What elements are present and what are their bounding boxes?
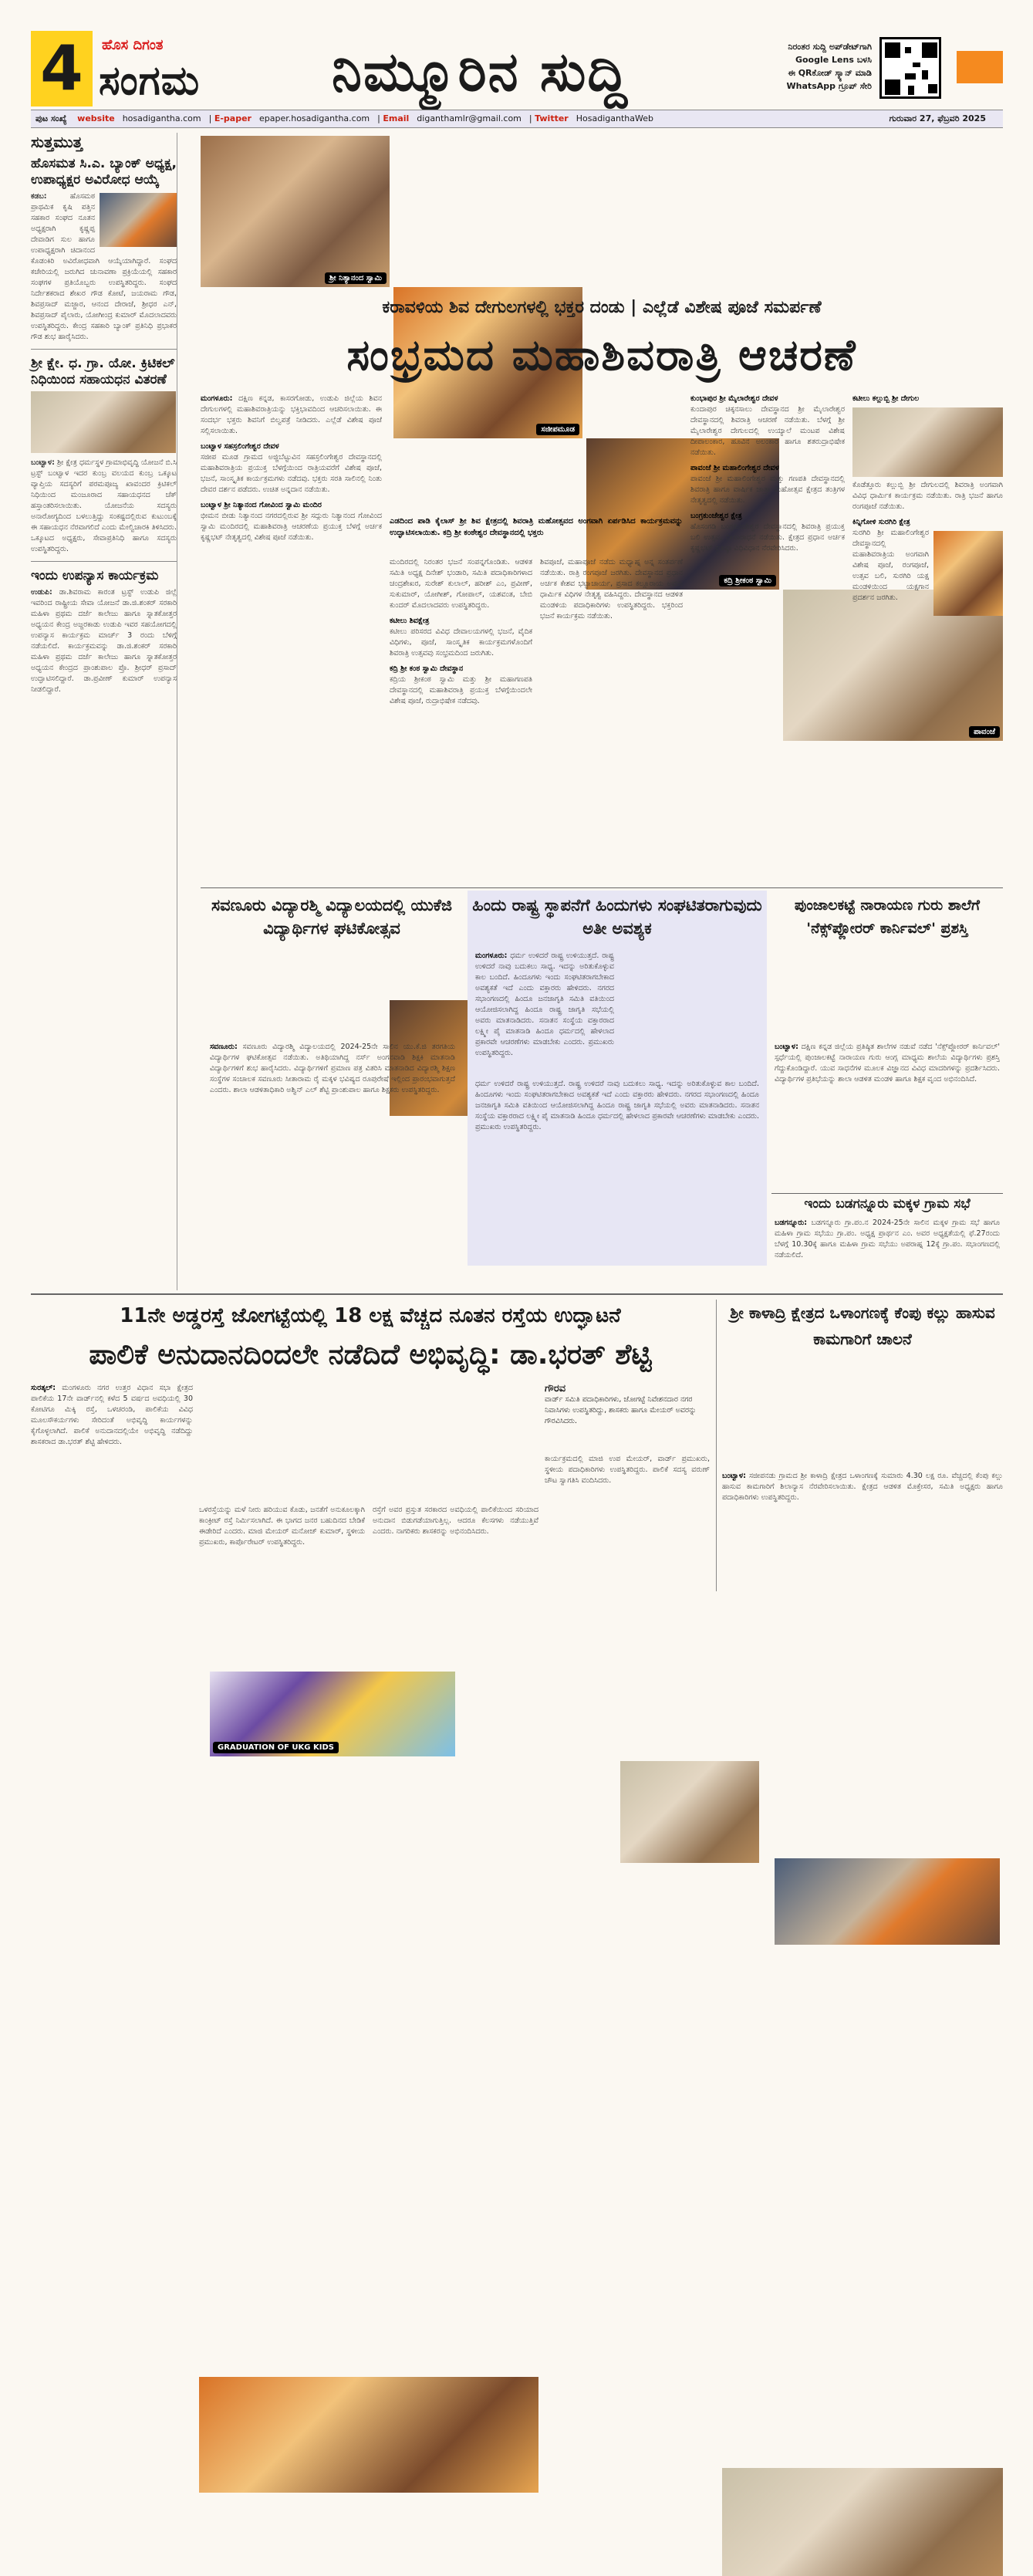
email-label: Email: [383, 113, 410, 123]
subhead: ಕುಂಭಾಪುರ ಶ್ರೀ ಮೈಲಾರೇಶ್ವರ ದೇವಳ: [690, 394, 778, 403]
left-column: [31, 133, 177, 1290]
divider: [201, 887, 1003, 888]
photo-caption: ಪಾವಂಜೆ: [969, 726, 1000, 738]
speaker-photo: [620, 1761, 759, 1863]
qr-note-line: ಈ QRಕೋಡ್ ಸ್ಕ್ಯಾನ್ ಮಾಡಿ: [788, 68, 872, 78]
story-text: ಮಂದಿರದಲ್ಲಿ ನಿರಂತರ ಭಜನೆ ಸಂಪನ್ನಗೊಂಡಿತು. ಆಡಳಿತ ಸಮಿತಿ ಅಧ್ಯಕ್ಷ ದಿನೇಶ್ ಭಂಡಾರಿ, ಸಮಿತಿ ಪದಾಧಿಕಾರಿಗಳಾದ ಚಂದ್ರಶೇಖರ, ಸುರೇಶ್ ಕುಲಾಲ್, ಹರೀಶ್ ಎಂ, ಪ್ರವೀಣ್, ಸುಕುಮಾರ್, ಯೋಗೀಶ್, ಗೋಪಾಲ್, ಯಶವಂತ, ಬೇಬಿ ಕುಂದರ್ ಮೊದಲಾದವರು ಉಪಸ್ಥಿತರಿದ್ದರು.: [390, 558, 532, 610]
story-text: ಸಜೀಪ ಮೂಡ ಗ್ರಾಮದ ಅಜ್ಜಿಬೆಟ್ಟುವಿನ ಸಹಸ್ರಲಿಂಗೇಶ್ವರ ದೇವಸ್ಥಾನದಲ್ಲಿ ಮಹಾಶಿವರಾತ್ರಿಯ ಪ್ರಯುಕ್ತ ಬೆಳಗ್ಗೆಯಿಂದ ರಾತ್ರಿಯವರೆಗೆ ವಿಶೇಷ ಪೂಜೆ, ಭಜನೆ, ಸಾಂಸ್ಕೃತಿಕ ಕಾರ್ಯಕ್ರಮಗಳು ನಡೆದವು. ಭಕ್ತರು ಸರತಿ ಸಾಲಿನಲ್ಲಿ ನಿಂತು ದೇವರ ದರ್ಶನ ಪಡೆದರು. ಉಚಿತ ಅನ್ನದಾನ ನಡೆಯಿತು.: [201, 453, 382, 494]
issue-date: ಗುರುವಾರ 27, ಫೆಬ್ರವರಿ 2025: [889, 113, 986, 123]
epaper-link[interactable]: epaper.hosadigantha.com: [258, 113, 370, 123]
subhead: ಪಾವಂಜೆ ಶ್ರೀ ಮಹಾಲಿಂಗೇಶ್ವರ ದೇವಳ: [690, 464, 779, 472]
graduation-photo: [210, 1672, 455, 1756]
gourava-head: ಗೌರವ: [545, 1383, 566, 1394]
gourava-text: ವಾರ್ಡ್ ಸಮಿತಿ ಪದಾಧಿಕಾರಿಗಳು, ಜೋಗಟ್ಟೆ ನಿವೇಶನದಾರ ನಗರ ನಿವಾಸಿಗಳು ಉಪಸ್ಥಿತರಿದ್ದು, ಶಾಸಕರು ಹಾಗೂ ಮೇಯರ್ ಅವರನ್ನು ಗೌರವಿಸಿದರು.: [545, 1395, 697, 1425]
story-text: ಶ್ರೀ ಕ್ಷೇತ್ರ ಧರ್ಮಸ್ಥಳ ಗ್ರಾಮಾಭಿವೃದ್ಧಿ ಯೋಜನೆ ಬಿ.ಸಿ ಟ್ರಸ್ಟ್ ಬಂಟ್ವಾಳ ಇದರ ಕುಂಬ್ರ ವಲಯದ ಕುಂಬ್ರ ಒಕ್ಕೂಟ ವ್ಯಾಪ್ತಿಯ ಸದಸ್ಯರಿಗೆ ಪರಮಪೂಜ್ಯ ಖಾವಂದರ ಕ್ರಿಟಿಕಲ್ ನಿಧಿಯಿಂದ ಮಂಜೂರಾದ ಸಹಾಯಧನದ ಚೆಕ್ ಹಸ್ತಾಂತರಿಸಲಾಯಿತು. ಯೋಜನೆಯ ಸದಸ್ಯರು ಅನಾರೋಗ್ಯದಿಂದ ಬಳಲುತ್ತಿದ್ದು ಸಂಕಷ್ಟದಲ್ಲಿರುವ ಕುಟುಂಬಕ್ಕೆ ಈ ಸಹಾಯಧನ ನೆರವಾಗಲಿದೆ ಎಂದು ಮೇಲ್ವಿಚಾರಕಿ ತಿಳಿಸಿದರು. ಒಕ್ಕೂಟದ ಅಧ್ಯಕ್ಷರು, ಸೇವಾಪ್ರತಿನಿಧಿ ಹಾಗೂ ಸದಸ್ಯರು ಉಪಸ್ಥಿತರಿದ್ದರು.: [31, 458, 177, 553]
story-text: ಶಿವಪೂಜೆ, ಮಹಾಪೂಜೆ ನಡೆದು ಮಧ್ಯಾಹ್ನ ಅನ್ನ ಸಂತರ್ಪಣೆ ನಡೆಯಿತು. ರಾತ್ರಿ ರಂಗಪೂಜೆ ಜರಗಿತು. ದೇವಸ್ಥಾನದ ಪ್ರಧಾನ ಅರ್ಚಕ ಕೇಶವ ಭಟ್ಟಾಚಾರ್ಯ, ಪ್ರಸಾದ ಕಲ್ಲೂರಾಯ ಅವರು ಧಾರ್ಮಿಕ ವಿಧಿಗಳ ನೇತೃತ್ವ ವಹಿಸಿದ್ದರು. ದೇವಸ್ಥಾನದ ಆಡಳಿತ ಮಂಡಳಿಯ ಪದಾಧಿಕಾರಿಗಳು ಉಪಸ್ಥಿತರಿದ್ದರು. ಭಕ್ತರಿಂದ ಭಜನೆ ಕಾರ್ಯಕ್ರಮ ನಡೆಯಿತು.: [540, 558, 683, 620]
story-headline[interactable]: ಶ್ರೀ ಕ್ಷೇ. ಧ. ಗ್ರಾ. ಯೋ. ಕ್ರಿಟಿಕಲ್ ನಿಧಿಯಿಂದ ಸಹಾಯಧನ ವಿತರಣೆ: [31, 356, 175, 387]
dateline: ಮಂಗಳೂರು:: [201, 394, 233, 403]
story-text: ಸಜೀಪನಡು ಗ್ರಾಮದ ಶ್ರೀ ಕಾಳಾದ್ರಿ ಕ್ಷೇತ್ರದ ಒಳಾಂಗಣಕ್ಕೆ ಸುಮಾರು 4.30 ಲಕ್ಷ ರೂ. ವೆಚ್ಚದಲ್ಲಿ ಕೆಂಪು ಕಲ್ಲು ಹಾಸುವ ಕಾಮಗಾರಿಗೆ ಶಿಲಾನ್ಯಾಸ ನೆರವೇರಿಸಲಾಯಿತು. ಕ್ಷೇತ್ರದ ಆಡಳಿತ ಮೊಕ್ತೇಸರ, ಸಮಿತಿ ಅಧ್ಯಕ್ಷರು ಹಾಗೂ ಪದಾಧಿಕಾರಿಗಳು ಉಪಸ್ಥಿತರಿದ್ದರು.: [722, 1472, 1003, 1502]
story-text: ಕಾರ್ಯಕ್ರಮದಲ್ಲಿ ಮಾಜಿ ಉಪ ಮೇಯರ್, ವಾರ್ಡ್ ಪ್ರಮುಖರು, ಸ್ಥಳೀಯ ಪದಾಧಿಕಾರಿಗಳು ಉಪಸ್ಥಿತರಿದ್ದರು. ಪಾಲಿಕೆ ಸದಸ್ಯ ವರುಣ್ ಚೌಟ ಸ್ವಾಗತಿಸಿ ವಂದಿಸಿದರು.: [545, 1455, 710, 1485]
bottom-kicker: 11ನೇ ಅಡ್ಡರಸ್ತೆ ಜೋಗಟ್ಟೆಯಲ್ಲಿ 18 ಲಕ್ಷ ವೆಚ್ಚದ ನೂತನ ರಸ್ತೆಯ ಉದ್ಘಾಟನೆ: [120, 1304, 621, 1327]
dateline: ಕಡಬ:: [31, 192, 47, 201]
subhead: ಕಟೀಲು ಕಲ್ಲುಬ್ಬಿ ಶ್ರೀ ದೇಗುಲ: [852, 394, 920, 403]
story-text: ಕುಂದಾಪುರ ಚಿಕ್ಕನಸಾಲು ದೇವಸ್ಥಾನದ ಶ್ರೀ ಮೈಲಾರೇಶ್ವರ ದೇವಸ್ಥಾನದಲ್ಲಿ ಶಿವರಾತ್ರಿ ಆಚರಣೆ ನಡೆಯಿತು. ಬೆಳಗ್ಗೆ ಶ್ರೀ ಮೈಲಾರೇಶ್ವರ ದೇಗುಲದಲ್ಲಿ ಉಯ್ಯಾಲೆ ಮಂಟಪ ವಿಶೇಷ ದೀಪಾಲಂಕಾರ, ಹೂವಿನ ಅಲಂಕಾರ ಹಾಗೂ ಶತರುದ್ರಾಭಿಷೇಕ ನಡೆಯಿತು.: [690, 405, 845, 457]
dateline: ಉಡುಪಿ:: [31, 588, 52, 597]
photo-caption: ಶ್ರೀ ನಿತ್ಯಾನಂದ ಸ್ವಾಮಿ: [325, 272, 387, 284]
deity-photo: [933, 531, 1003, 616]
brand-name: ಸಂಗಮ: [99, 58, 201, 104]
dateline: ಬಂಟ್ವಾಳ:: [775, 1043, 798, 1051]
divider: [716, 1300, 717, 1591]
photo-caption: ಕದ್ರಿ ಶ್ರೀಕಂಠ ಸ್ವಾಮಿ: [719, 575, 776, 587]
story-text: ದಕ್ಷಿಣ ಕನ್ನಡ ಜಿಲ್ಲೆಯ ಪ್ರತಿಷ್ಠಿತ ಶಾಲೆಗಳ ನಡುವೆ ನಡೆದ 'ನೆಕ್ಸ್‌ಪ್ಲೋರರ್ ಕಾರ್ನಿವಲ್' ಸ್ಪರ್ಧೆಯಲ್ಲಿ ಪುಂಜಾಲಕಟ್ಟೆ ನಾರಾಯಣ ಗುರು ಆಂಗ್ಲ ಮಾಧ್ಯಮ ಶಾಲೆಯ ವಿದ್ಯಾರ್ಥಿಗಳು ಪ್ರಶಸ್ತಿ ಗೆದ್ದುಕೊಂಡಿದ್ದಾರೆ. ಯುವ ಸಾಧನೆಗಳ ಮೂಲಕ ವಿಜ್ಞಾನದ ವಿವಿಧ ಮಾದರಿಗಳನ್ನು ಪ್ರದರ್ಶಿಸಿದರು. ವಿದ್ಯಾರ್ಥಿಗಳ ಪ್ರತಿಭೆಯನ್ನು ಶಾಲಾ ಆಡಳಿತ ಮಂಡಳಿ ಹಾಗೂ ಶಿಕ್ಷಕ ವೃಂದ ಅಭಿನಂದಿಸಿದೆ.: [775, 1043, 1000, 1083]
subhead: ಕಿನ್ನಿಗೋಳಿ ಸುರಗಿರಿ ಕ್ಷೇತ್ರ: [852, 518, 910, 526]
story-headline[interactable]: ಸವಣೂರು ವಿದ್ಯಾರಶ್ಮಿ ವಿದ್ಯಾಲಯದಲ್ಲಿ ಯುಕೆಜಿ ವಿದ್ಯಾರ್ಥಿಗಳ ಘಟಿಕೋತ್ಸವ: [211, 896, 453, 938]
email-link[interactable]: diganthamlr@gmail.com: [417, 113, 522, 123]
story-headline[interactable]: ಹೊಸಮತ ಸಿ.ಎ. ಬ್ಯಾಂಕ್ ಅಧ್ಯಕ್ಷ, ಉಪಾಧ್ಯಕ್ಷರ ಅವಿರೋಧ ಆಯ್ಕೆ: [31, 156, 177, 188]
road-inauguration-photo: [199, 2377, 538, 2493]
divider: [31, 349, 177, 350]
story-body: [210, 1042, 455, 1266]
qr-code-icon[interactable]: [879, 37, 941, 99]
subhead: ಬಂಟ್ವಾಳ ಸಹಸ್ರಲಿಂಗೇಶ್ವರ ದೇವಳ: [201, 442, 279, 451]
twitter-link[interactable]: HosadiganthaWeb: [576, 113, 653, 123]
page-title: ನಿಮ್ಮೂರಿನ ಸುದ್ದಿ: [332, 39, 629, 103]
epaper-label: E-paper: [214, 113, 251, 123]
subhead: ಬಂಗ್ರಕುಂಜೇಶ್ವರ ಕ್ಷೇತ್ರ: [690, 512, 742, 520]
info-strip: ಪುಟ ಸಂಖ್ಯೆ website hosadigantha.com | E-paper epaper.hosadigantha.com | Email diganthamlr@gmail.com | Twitter HosadiganthaWeb ಗುರುವಾರ 27, ಫೆಬ್ರವರಿ 2025: [31, 110, 1003, 128]
story-photo: [100, 193, 177, 247]
website-label: website: [77, 113, 115, 123]
lead-col-3: [540, 557, 683, 881]
story-text: ಧರ್ಮ ಉಳಿದರೆ ರಾಷ್ಟ್ರ ಉಳಿಯುತ್ತದೆ. ರಾಷ್ಟ್ರ ಉಳಿದರೆ ನಾವು ಬದುಕಲು ಸಾಧ್ಯ. ಇದನ್ನು ಅರಿತುಕೊಳ್ಳುವ ಕಾಲ ಬಂದಿದೆ. ಹಿಂದೂಗಳು ಇಂದು ಸಂಘಟಿತರಾಗಬೇಕಾದ ಅವಶ್ಯಕತೆ ಇದೆ ಎಂದು ವಕ್ತಾರರು ಹೇಳಿದರು. ನಗರದ ಸಭಾಂಗಣದಲ್ಲಿ ಹಿಂದೂ ಜನಜಾಗೃತಿ ಸಮಿತಿ ವತಿಯಿಂದ ಆಯೋಜಿಸಲಾಗಿದ್ದ ಹಿಂದೂ ರಾಷ್ಟ್ರ ಜಾಗೃತಿ ಸಭೆಯಲ್ಲಿ ಅವರು ಮಾತನಾಡಿದರು. ಸನಾತನ ಸಂಸ್ಥೆಯ ವಕ್ತಾರರಾದ ಲಕ್ಷ್ಮೀ ಪೈ ಮಾತನಾಡಿ ಹಿಂದೂ ಧರ್ಮದಲ್ಲಿ ಹೇಳಲಾದ ಪ್ರಕಾರವೇ ಆಚರಣೆಗಳು ಮಾಡಬೇಕು ಎಂದರು. ಪ್ರಮುಖರು ಉಪಸ್ಥಿತರಿದ್ದರು.: [475, 1080, 759, 1131]
bottom-headline[interactable]: ಪಾಲಿಕೆ ಅನುದಾನದಿಂದಲೇ ನಡೆದಿದೆ ಅಭಿವೃದ್ಧಿ: ಡಾ.ಭರತ್ ಶೆಟ್ಟಿ: [89, 1339, 652, 1371]
temple-work-photo: [722, 2468, 1003, 2576]
story-body: [775, 1042, 1000, 1188]
lead-col-1: [201, 394, 382, 880]
website-link[interactable]: hosadigantha.com: [122, 113, 201, 123]
story-headline[interactable]: ಇಂದು ಬಡಗನ್ನೂರು ಮಕ್ಕಳ ಗ್ರಾಮ ಸಭೆ: [804, 1196, 971, 1212]
story-text: ಭೀಮನ ಬೀಡು ನಿತ್ಯಾನಂದ ನಗರದಲ್ಲಿರುವ ಶ್ರೀ ಸದ್ಗುರು ನಿತ್ಯಾನಂದ ಗೋವಿಂದ ಸ್ವಾಮಿ ಮಂದಿರದಲ್ಲಿ ಮಹಾಶಿವರಾತ್ರಿ ಆಚರಣೆಯ ಪ್ರಯುಕ್ತ ಬೆಳಗ್ಗೆ ಅರ್ಚಕ ಕೃಷ್ಣಭಟ್ ನೇತೃತ್ವದಲ್ಲಿ ವಿಶೇಷ ಪೂಜೆ ನಡೆಯಿತು.: [201, 512, 382, 542]
orange-accent-block: [957, 51, 1003, 83]
dateline: ಬಂಟ್ವಾಳ:: [722, 1472, 746, 1480]
photo-banner: GRADUATION OF UKG KIDS: [213, 1742, 339, 1753]
story-text: ರಸ್ತೆಗೆ ಅವರ ಪ್ರಸ್ತುತ ಸರಕಾರದ ಅವಧಿಯಲ್ಲಿ ಪಾಲಿಕೆಯಿಂದ ಸರಿಯಾದ ಅನುದಾನ ಬಿಡುಗಡೆಯಾಗುತ್ತಿಲ್ಲ. ಆದರೂ ಕೆಲಸಗಳು ನಡೆಯುತ್ತಿವೆ ಎಂದರು. ನಾಗರಿಕರು ಶಾಸಕರನ್ನು ಅಭಿನಂದಿಸಿದರು.: [373, 1506, 538, 1536]
story-text: ಡಾ.ಶಿವರಾಮ ಕಾರಂತ ಟ್ರಸ್ಟ್ ಉಡುಪಿ ಜಿಲ್ಲೆ ಇವರಿಂದ ರಾಷ್ಟ್ರೀಯ ಸೇವಾ ಯೋಜನೆ ಡಾ.ಜಿ.ಶಂಕರ್ ಸರಕಾರಿ ಮಹಿಳಾ ಪ್ರಥಮ ದರ್ಜೆ ಕಾಲೇಜು ಹಾಗೂ ಸ್ನಾತಕೋತ್ತರ ಅಧ್ಯಯನ ಕೇಂದ್ರ ಅಜ್ಜರಕಾಡು ಉಡುಪಿ ಇವರ ಸಹಯೋಗದಲ್ಲಿ ಉಪನ್ಯಾಸ ಕಾರ್ಯಕ್ರಮ ಮಾರ್ಚ್ 3 ರಂದು ಬೆಳಿಗ್ಗೆ ನಡೆಯಲಿದೆ. ಕಾರ್ಯಕ್ರಮವನ್ನು ಡಾ.ಜಿ.ಶಂಕರ್ ಸರಕಾರಿ ಮಹಿಳಾ ಪ್ರಥಮ ದರ್ಜೆ ಕಾಲೇಜು ಹಾಗೂ ಸ್ನಾತಕೋತ್ತರ ಅಧ್ಯಯನ ಕೇಂದ್ರದ ಪ್ರಾಂಶುಪಾಲ ಪ್ರೊ. ಶ್ರೀಧರ್ ಪ್ರಸಾದ್ ಉದ್ಘಾಟಿಸಲಿದ್ದಾರೆ. ಡಾ.ಪ್ರವೀಣ್ ಕುಮಾರ್ ಉಪನ್ಯಾಸ ನೀಡಲಿದ್ದಾರೆ.: [31, 588, 177, 694]
qr-note-line: Google Lens ಬಳಸಿ: [795, 55, 872, 65]
page-count: ಪುಟ ಸಂಖ್ಯೆ: [35, 113, 67, 123]
story-headline[interactable]: ಇಂದು ಉಪನ್ಯಾಸ ಕಾರ್ಯಕ್ರಮ: [31, 568, 159, 583]
lead-photo-caption: ಎಡದಿಂದ ಪಾಡಿ ಕೈಲಾಸ್ ಶ್ರೀ ಶಿವ ಕ್ಷೇತ್ರದಲ್ಲಿ ಶಿವರಾತ್ರಿ ಮಹೋತ್ಸವದ ಅಂಗವಾಗಿ ಏರ್ಪಡಿಸಿದ ಕಾರ್ಯಕ್ರಮವನ್ನು ಉದ್ಘಾಟಿಸಲಾಯಿತು. ಕದ್ರಿ ಶ್ರೀ ಕಂಠೇಶ್ವರ ದೇವಸ್ಥಾನದಲ್ಲಿ ಭಕ್ತರು: [390, 517, 683, 537]
dateline: ಬಡಗನ್ನೂರು:: [775, 1219, 808, 1227]
dateline: ಸವಣೂರು:: [210, 1043, 238, 1051]
photo-nityananda: [201, 136, 390, 287]
story-text: ಮಂಗಳೂರು ನಗರ ಉತ್ತರ ವಿಧಾನ ಸಭಾ ಕ್ಷೇತ್ರದ ಪಾಲಿಕೆಯ 17ನೇ ವಾರ್ಡ್‌ನಲ್ಲಿ ಕಳೆದ 5 ವರ್ಷದ ಅವಧಿಯಲ್ಲಿ 30 ಕೋಟಿಗೂ ಮಿಕ್ಕಿ ರಸ್ತೆ, ಒಳಚರಂಡಿ, ಪಾಲಿಕೆಯ ವಿವಿಧ ಮೂಲಸೌಕರ್ಯಗಳು ಸೇರಿದಂತೆ ಅಭಿವೃದ್ಧಿ ಕಾರ್ಯಗಳನ್ನು ಕೈಗೊಳ್ಳಲಾಗಿದೆ. ಪಾಲಿಕೆ ಅನುದಾನದಲ್ಲಿಯೇ ಅಭಿವೃದ್ಧಿ ನಡೆದಿದ್ದು ಶಾಸಕರಾದ ಡಾ.ಭರತ್ ಶೆಟ್ಟಿ ಹೇಳಿದರು.: [31, 1384, 193, 1446]
qr-note-line: ನಿರಂತರ ಸುದ್ದಿ ಅಪ್‌ಡೇಟ್‌ಗಾಗಿ: [788, 42, 872, 52]
brand-top-label: ಹೊಸ ದಿಗಂತ: [102, 37, 164, 53]
story-body: [31, 458, 177, 555]
story-text: ಕಟೀಲು ಪರಿಸರದ ವಿವಿಧ ದೇವಾಲಯಗಳಲ್ಲಿ ಭಜನೆ, ವೈದಿಕ ವಿಧಿಗಳು, ಪೂಜೆ, ಸಾಂಸ್ಕೃತಿಕ ಕಾರ್ಯಕ್ರಮಗಳೊಂದಿಗೆ ಶಿವರಾತ್ರಿ ಉತ್ಸವವು ಸಂಭ್ರಮದಿಂದ ಜರುಗಿತು.: [390, 627, 532, 658]
story-text: ಒಳರಸ್ತೆಯನ್ನು ಮಳೆ ನೀರು ಹರಿಯುವ ಕೊಡು, ಜನತೆಗೆ ಅನುಕೂಲಕ್ಕಾಗಿ ಕಾಂಕ್ರೀಟ್ ರಸ್ತೆ ನಿರ್ಮಿಸಲಾಗಿದೆ. ಈ ಭಾಗದ ಜನರ ಬಹುದಿನದ ಬೇಡಿಕೆ ಈಡೇರಿದೆ ಎಂದರು. ಮಾಜಿ ಮೇಯರ್ ಮನೋಜ್ ಕುಮಾರ್, ಸ್ಥಳೀಯ ಪ್ರಮುಖರು, ಕಾರ್ಪೊರೇಟರ್ ಉಪಸ್ಥಿತರಿದ್ದರು.: [199, 1506, 365, 1547]
story-body: [31, 1383, 193, 1591]
dateline: ಸುರತ್ಕಲ್:: [31, 1384, 56, 1392]
story-body: [722, 1471, 1003, 1591]
story-text: ಹೊಸಂಗಡಿ ಬಂಗ್ರಕುಂಜೇಶ್ವರ ದೇವಸ್ಥಾನದಲ್ಲಿ ಶಿವರಾತ್ರಿ ಪ್ರಯುಕ್ತ ಬಲಿ ಉತ್ಸವ, ದೀಪಾರಾಧನೆ ನಡೆಯಿತು. ಕ್ಷೇತ್ರದ ಪ್ರಧಾನ ಅರ್ಚಕ ಕೃಷ್ಣಭಟ್ ಪ್ರತಿಷ್ಠಾ ವಿಧಿವಿಧಾನ ನೆರವೇರಿಸಿದರು.: [690, 522, 845, 553]
story-text: ಕದ್ರಿಯ ಶ್ರೀಕಂಠ ಸ್ವಾಮಿ ಮತ್ತು ಶ್ರೀ ಮಹಾಗಣಪತಿ ದೇವಸ್ಥಾನದಲ್ಲಿ ಮಹಾಶಿವರಾತ್ರಿ ಪ್ರಯುಕ್ತ ಬೆಳಗ್ಗೆಯಿಂದಲೇ ವಿಶೇಷ ಪೂಜೆ, ರುದ್ರಾಭಿಷೇಕ ನಡೆದವು.: [390, 675, 532, 705]
story-body-cont: [475, 1079, 759, 1261]
page-number: 4: [31, 31, 93, 106]
divider: [771, 1193, 1003, 1194]
story-headline[interactable]: ಶ್ರೀ ಕಾಳಾದ್ರಿ ಕ್ಷೇತ್ರದ ಒಳಾಂಗಣಕ್ಕೆ ಕೆಂಪು ಕಲ್ಲು ಹಾಸುವ ಕಾಮಗಾರಿಗೆ ಚಾಲನೆ: [730, 1303, 995, 1348]
qr-note-line: WhatsApp ಗ್ರೂಪ್ ಸೇರಿ: [786, 81, 872, 91]
divider: [31, 561, 177, 562]
story-text: ದಕ್ಷಿಣ ಕನ್ನಡ, ಕಾಸರಗೋಡು, ಉಡುಪಿ ಜಿಲ್ಲೆಯ ಶಿವನ ದೇಗುಲಗಳಲ್ಲಿ ಮಹಾಶಿವರಾತ್ರಿಯನ್ನು ಭಕ್ತಿಭಾವದಿಂದ ಆಚರಿಸಲಾಯಿತು. ಈ ಸಂದರ್ಭ ಭಕ್ತರು ಶಿವನಿಗೆ ಬಿಲ್ವಪತ್ರೆ ನೀಡಿದರು. ಎಲ್ಲೆಡೆ ವಿಶೇಷ ಪೂಜೆ ಸಲ್ಲಿಸಲಾಯಿತು.: [201, 394, 382, 435]
story-photo: [31, 391, 176, 453]
twitter-label: Twitter: [535, 113, 569, 123]
lead-kicker: ಕರಾವಳಿಯ ಶಿವ ದೇಗುಲಗಳಲ್ಲಿ ಭಕ್ತರ ದಂಡು | ಎಲ್ಲೆಡೆ ವಿಶೇಷ ಪೂಜೆ ಸಮರ್ಪಣೆ: [382, 298, 822, 317]
subhead: ಬಂಟ್ವಾಳ ಶ್ರೀ ನಿತ್ಯಾನಂದ ಗೋವಿಂದ ಸ್ವಾಮಿ ಮಂದಿರ: [201, 501, 322, 509]
subhead: ಕಟೀಲು ಶಿವಕ್ಷೇತ್ರ: [390, 617, 430, 625]
story-body-cont: [545, 1454, 710, 1591]
story-body: [475, 951, 614, 1074]
section-title: ಸುತ್ತಮುತ್ತ: [31, 133, 83, 151]
story-text: ಪಾವಂಜೆ ಶ್ರೀ ಮಹಾಲಿಂಗೇಶ್ವರ ಮತ್ತು ಗಣಪತಿ ದೇವಸ್ಥಾನದಲ್ಲಿ ಶಿವರಾತ್ರಿ ಹಾಗೂ ವಾರ್ಷಿಕ ಜಾತ್ರಾ ಮಹೋತ್ಸವ ಕ್ಷೇತ್ರದ ತಂತ್ರಿಗಳ ನೇತೃತ್ವದಲ್ಲಿ ನಡೆಯಿತು.: [690, 475, 845, 505]
gourava-box: [545, 1383, 710, 1449]
story-body-cont: [373, 1505, 538, 1591]
lead-col-4: [690, 394, 845, 880]
story-text: ಹೊಸಮಠ ಪ್ರಾಥಮಿಕ ಕೃಷಿ ಪತ್ತಿನ ಸಹಕಾರ ಸಂಘದ ನೂತನ ಅಧ್ಯಕ್ಷರಾಗಿ ಕೃಷ್ಣಪ್ಪ ದೇವಾಡಿಗ ಸುಲ ಹಾಗೂ ಉಪಾಧ್ಯಕ್ಷರಾಗಿ ಚಿದಾನಂದ ಕೊಡಂಕಿರಿ ಅವಿರೋಧವಾಗಿ ಆಯ್ಕೆಯಾಗಿದ್ದಾರೆ. ಸಂಘದ ಕಚೇರಿಯಲ್ಲಿ ಜರುಗಿದ ಚುನಾವಣಾ ಪ್ರಕ್ರಿಯೆಯಲ್ಲಿ ಸಹಕಾರ ಸಂಘಗಳ ಪ್ರತಿಯೊಬ್ಬರು ಉಪಸ್ಥಿತರಿದ್ದರು. ಸಂಘದ ನಿರ್ದೇಶಕರಾದ ಶೇಖರ ಗೌಡ ಕೋಟೆ, ಜಯರಾಮ ಗೌಡ, ಶಿವಪ್ರಸಾದ್ ಮಜ್ಜಾರ, ಆನಂದ ದೇರಾಜೆ, ಶ್ರೀಧರ ಎನ್, ಶಿವಪ್ರಸಾದ್ ಪೈಲಾರು, ಯೋಗೀಂದ್ರ ಕುಮಾರ್ ಮೊದಲಾದವರು ಉಪಸ್ಥಿತರಿದ್ದರು. ಕೇಂದ್ರ ಸಹಕಾರಿ ಬ್ಯಾಂಕ್ ಪ್ರತಿನಿಧಿ ಪ್ರಭಾಕರ ಗೌಡ ಶುಭ ಹಾರೈಸಿದರು.: [31, 192, 177, 341]
story-body: [775, 1218, 1000, 1266]
story-headline[interactable]: ಹಿಂದು ರಾಷ್ಟ್ರ ಸ್ಥಾಪನೆಗೆ ಹಿಂದುಗಳು ಸಂಘಟಿತರಾಗುವುದು ಅತೀ ಅವಶ್ಯಕ: [472, 896, 762, 938]
lead-col-2: [390, 557, 532, 881]
story-text: ಸವಣೂರು ವಿದ್ಯಾರಶ್ಮಿ ವಿದ್ಯಾಲಯದಲ್ಲಿ 2024-25ನೇ ಸಾಲಿನ ಯು.ಕೆ.ಜಿ ತರಗತಿಯ ವಿದ್ಯಾರ್ಥಿಗಳ ಘಟಿಕೋತ್ಸವ ನಡೆಯಿತು. ಅತಿಥಿಯಾಗಿದ್ದ ನರ್ಸ್ ಅಂಗನವಾಡಿ ಶಿಕ್ಷಕಿ ಮಾತನಾಡಿ ವಿದ್ಯಾರ್ಥಿಗಳಿಗೆ ಶುಭ ಹಾರೈಸಿದರು. ವಿದ್ಯಾರ್ಥಿಗಳಿಗೆ ಪ್ರಮಾಣ ಪತ್ರ ವಿತರಿಸಿ ಮಾತನಾಡಿದ ವಿದ್ಯಾರಶ್ಮಿ ಶಿಕ್ಷಣ ಸಂಸ್ಥೆಗಳ ಸಂಚಾಲಕ ಸವಣೂರು ಸೀತಾರಾಮ ರೈ ಮಕ್ಕಳ ಭವಿಷ್ಯದ ರೂಪುರೇಷೆ ಇಲ್ಲಿಂದ ಪ್ರಾರಂಭವಾಗುತ್ತದೆ ಎಂದರು. ಶಾಲಾ ಆಡಳಿತಾಧಿಕಾರಿ ಅಶ್ವಿನ್ ಎಲ್ ಶೆಟ್ಟಿ ಪ್ರಾಂಶುಪಾಲ ಹಾಗೂ ಶಿಕ್ಷಕರು ಉಪಸ್ಥಿತರಿದ್ದರು.: [210, 1043, 455, 1094]
story-headline[interactable]: ಪುಂಜಾಲಕಟ್ಟೆ ನಾರಾಯಣ ಗುರು ಶಾಲೆಗೆ 'ನೆಕ್ಸ್‌ಪ್ಲೋರರ್ ಕಾರ್ನಿವಲ್' ಪ್ರಶಸ್ತಿ: [794, 897, 981, 937]
story-text: ಧರ್ಮ ಉಳಿದರೆ ರಾಷ್ಟ್ರ ಉಳಿಯುತ್ತದೆ. ರಾಷ್ಟ್ರ ಉಳಿದರೆ ನಾವು ಬದುಕಲು ಸಾಧ್ಯ. ಇದನ್ನು ಅರಿತುಕೊಳ್ಳುವ ಕಾಲ ಬಂದಿದೆ. ಹಿಂದೂಗಳು ಇಂದು ಸಂಘಟಿತರಾಗಬೇಕಾದ ಅವಶ್ಯಕತೆ ಇದೆ ಎಂದು ವಕ್ತಾರರು ಹೇಳಿದರು. ನಗರದ ಸಭಾಂಗಣದಲ್ಲಿ ಹಿಂದೂ ಜನಜಾಗೃತಿ ಸಮಿತಿ ವತಿಯಿಂದ ಆಯೋಜಿಸಲಾಗಿದ್ದ ಹಿಂದೂ ರಾಷ್ಟ್ರ ಜಾಗೃತಿ ಸಭೆಯಲ್ಲಿ ಅವರು ಮಾತನಾಡಿದರು. ಸನಾತನ ಸಂಸ್ಥೆಯ ವಕ್ತಾರರಾದ ಲಕ್ಷ್ಮೀ ಪೈ ಮಾತನಾಡಿ ಹಿಂದೂ ಧರ್ಮದಲ್ಲಿ ಹೇಳಲಾದ ಪ್ರಕಾರವೇ ಆಚರಣೆಗಳು ಮಾಡಬೇಕು ಎಂದರು. ಪ್ರಮುಖರು ಉಪಸ್ಥಿತರಿದ್ದರು.: [475, 952, 614, 1057]
qr-note: [717, 40, 872, 102]
dateline: ಮಂಗಳೂರು:: [475, 952, 508, 960]
story-text: ಕೊಡೆತ್ತೂರು ಕಲ್ಲುಬ್ಬಿ ಶ್ರೀ ದೇಗುಲದಲ್ಲಿ ಶಿವರಾತ್ರಿ ಅಂಗವಾಗಿ ವಿವಿಧ ಧಾರ್ಮಿಕ ಕಾರ್ಯಕ್ರಮ ನಡೆಯಿತು. ರಾತ್ರಿ ಭಜನೆ ಹಾಗೂ ರಂಗಪೂಜೆ ನಡೆಯಿತು.: [852, 481, 1003, 511]
dateline: ಬಂಟ್ವಾಳ:: [31, 458, 55, 467]
photo-caption: ಸಜೀಪಮೂಡ: [536, 424, 579, 435]
story-text: ಬಡಗನ್ನೂರು ಗ್ರಾ.ಪಂ.ನ 2024-25ನೇ ಸಾಲಿನ ಮಕ್ಕಳ ಗ್ರಾಮ ಸಭೆ ಹಾಗೂ ಮಹಿಳಾ ಗ್ರಾಮ ಸಭೆಯು ಗ್ರಾ.ಪಂ. ಅಧ್ಯಕ್ಷ ಪ್ರಾರ್ಥನ ಎಂ. ಅವರ ಅಧ್ಯಕ್ಷತೆಯಲ್ಲಿ ಫೆ.27ರಂದು ಬೆಳಗ್ಗೆ 10.30ಕ್ಕೆ ಹಾಗೂ ಮಹಿಳಾ ಗ್ರಾಮ ಸಭೆಯು ಅಪರಾಹ್ನ 12ಕ್ಕೆ ಗ್ರಾ.ಪಂ. ಸಭಾಂಗಣದಲ್ಲಿ ನಡೆಯಲಿದೆ.: [775, 1219, 1000, 1259]
divider: [31, 1293, 1003, 1295]
award-photo: [775, 1858, 1000, 1945]
subhead: ಕದ್ರಿ ಶ್ರೀ ಕಂಠ ಸ್ವಾಮಿ ದೇವಸ್ಥಾನ: [390, 664, 464, 673]
lead-headline[interactable]: ಸಂಭ್ರಮದ ಮಹಾಶಿವರಾತ್ರಿ ಆಚರಣೆ: [346, 330, 857, 380]
story-photo: [852, 407, 1003, 477]
story-body-cont: [199, 1505, 365, 1591]
lead-col-5: [852, 394, 1003, 880]
story-text: ಸುರಗಿರಿ ಶ್ರೀ ಮಹಾಲಿಂಗೇಶ್ವರ ದೇವಸ್ಥಾನದಲ್ಲಿ ಮಹಾಶಿವರಾತ್ರಿಯ ಅಂಗವಾಗಿ ವಿಶೇಷ ಪೂಜೆ, ರಂಗಪೂಜೆ, ಉತ್ಸವ ಬಲಿ, ಸುರಗಿರಿ ಯಕ್ಷ ಮಂಡಳಿಯಿಂದ ಯಕ್ಷಗಾನ ಪ್ರದರ್ಶನ ಜರಗಿತು.: [852, 529, 929, 602]
story-body: [31, 587, 177, 695]
